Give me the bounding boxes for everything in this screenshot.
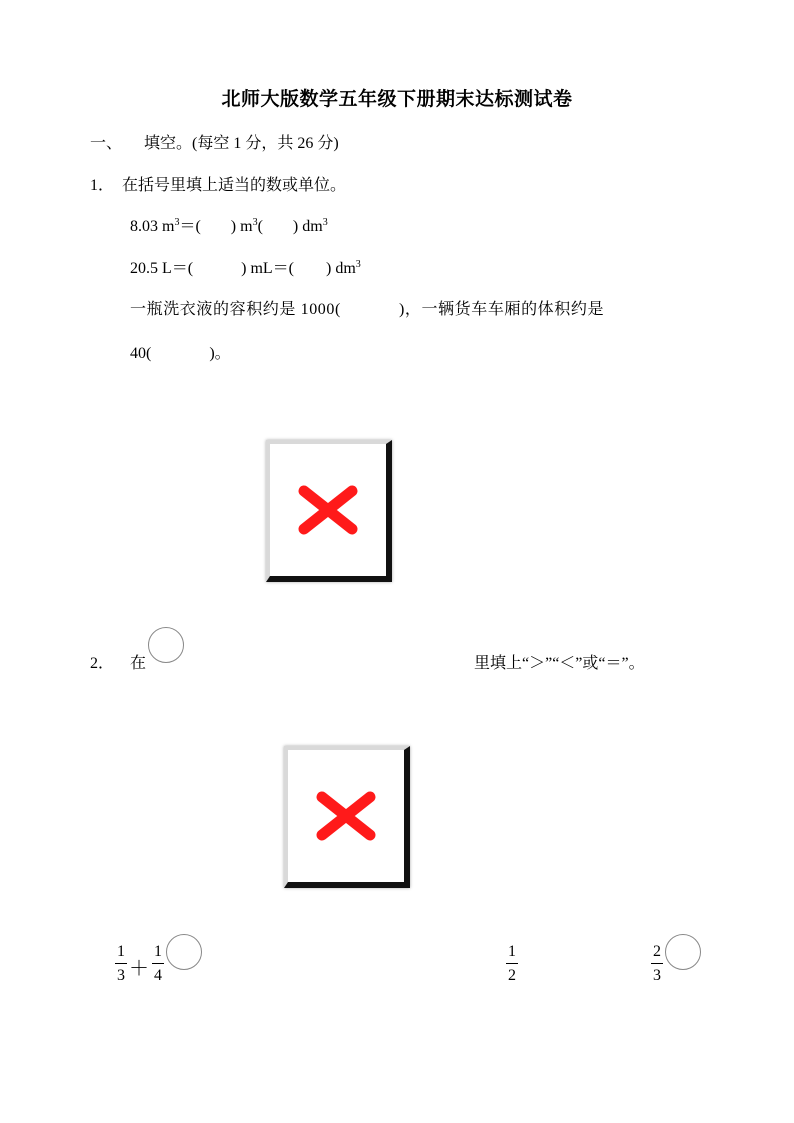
fraction-one-third (115, 944, 127, 984)
line-text: ) m (230, 218, 253, 235)
question-2-number: 2． (90, 655, 115, 672)
superscript: 3 (322, 217, 328, 228)
section-heading-text: 填空。(每空 1 分，共 26 分) (144, 135, 339, 152)
line-text: 一瓶洗衣液的容积约是 1000( (130, 301, 341, 318)
q1-line-a (130, 213, 328, 236)
plus-sign: ＋ (129, 958, 149, 980)
line-text: 40( (130, 345, 152, 362)
denominator: 2 (508, 967, 516, 984)
denominator: 3 (117, 967, 125, 984)
question-2-prefix: 在 (130, 655, 147, 672)
numerator: 2 (651, 944, 663, 964)
question-text: 在括号里填上适当的数或单位。 (122, 177, 347, 194)
compare-circle[interactable] (665, 934, 701, 970)
red-x-icon (298, 485, 358, 535)
question-number: 1． (90, 177, 115, 194)
question-1-prompt (90, 172, 346, 195)
broken-image-icon (284, 746, 410, 888)
q1-line-b (130, 255, 361, 278)
red-x-icon (316, 791, 376, 841)
line-text: ＝( (179, 218, 201, 235)
section-1-heading (90, 130, 339, 153)
q1-line-d (130, 340, 231, 363)
superscript: 3 (252, 217, 258, 228)
line-text: ) dm (292, 218, 323, 235)
fraction-one-half (506, 944, 518, 984)
line-text: ( (257, 218, 263, 235)
broken-image-icon (266, 440, 392, 582)
line-text: )，一辆货车车厢的体积约是 (398, 301, 605, 318)
line-text: ) dm (326, 260, 356, 277)
superscript: 3 (355, 259, 361, 270)
numerator: 1 (115, 944, 127, 964)
compare-circle[interactable] (148, 627, 184, 663)
denominator: 3 (653, 967, 661, 984)
section-number: 一、 (90, 135, 123, 152)
line-text: ) mL＝( (241, 260, 294, 277)
fraction-one-fourth (152, 944, 164, 984)
denominator: 4 (154, 967, 162, 984)
line-text: )。 (209, 345, 231, 362)
numerator: 1 (506, 944, 518, 964)
question-2-suffix: 里填上“＞”“＜”或“＝”。 (474, 655, 645, 672)
superscript: 3 (174, 217, 180, 228)
q1-line-c (130, 296, 604, 319)
numerator: 1 (152, 944, 164, 964)
fraction-two-thirds (651, 944, 663, 984)
compare-circle[interactable] (166, 934, 202, 970)
page-title: 北师大版数学五年级下册期末达标测试卷 (221, 89, 573, 110)
line-text: 8.03 m (130, 218, 175, 235)
line-text: 20.5 L＝( (130, 260, 194, 277)
